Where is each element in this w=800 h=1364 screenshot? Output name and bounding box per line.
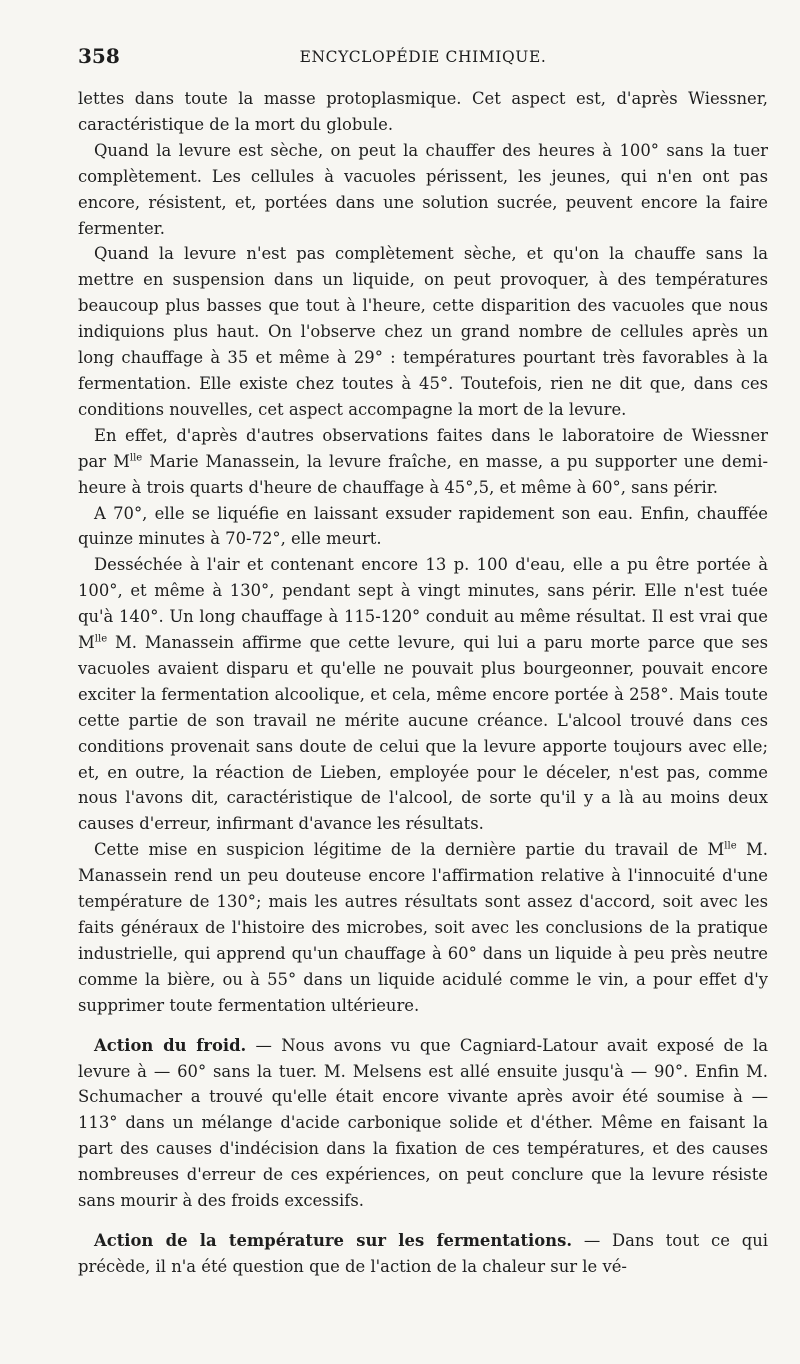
body-text — [78, 86, 768, 1280]
paragraph-text: Quand la levure n'est pas complètement sèche, et qu'on la chauffe sans la mettre en suspension dans un liquide, on peut provoquer, à des températures beaucoup plus basses que tout à l'heure, cette disparition des vacuoles que nous indiquions plus haut. On l'observe chez un grand nombre de cellules après un long chauffage à 35 et même à 29° : températures pourtant très favorables à la fermentation. Elle existe chez toutes à 45°. Toutefois, rien ne dit que, dans ces conditions nouvelles, cet aspect accompagne la mort de la levure. — [78, 244, 768, 419]
section-heading: Action de la température sur les fermentations. — [94, 1230, 573, 1250]
paragraph-text: Marie Manassein, la levure fraîche, en masse, a pu supporter une demi-heure à trois quarts d'heure de chauffage à 45°,5, et même à 60°, sans périr. — [78, 451, 769, 497]
paragraph-2 — [78, 138, 768, 242]
paragraph-text: — Nous avons vu que Cagniard-Latour avait exposé de la levure à — 60° sans la tuer. M. Melsens est allé ensuite jusqu'à — 90°. Enfin M. Schumacher a trouvé qu'elle était encore vivante après avoir été soumise à — 113° dans un mélange d'acide carbonique solide et d'éther. Même en faisant la part des causes d'indécision dans la fixation de ces températures, et des causes nombreuses d'erreur de ces expériences, on peut conclure que la levure résiste sans mourir à des froids excessifs. — [78, 1035, 768, 1211]
paragraph-text: En effet, d'après d'autres observations faites dans le laboratoire de Wiessner par M — [78, 425, 768, 471]
paragraph-1 — [78, 86, 768, 138]
paragraph-text: A 70°, elle se liquéfie en laissant exsuder rapidement son eau. Enfin, chauffée quinze minutes à 70-72°, elle meurt. — [78, 503, 768, 549]
paragraph-text: lettes dans toute la masse protoplasmique. Cet aspect est, d'après Wiessner, caractéristique de la mort du globule. — [78, 89, 768, 134]
page-number: 358 — [78, 44, 120, 68]
paragraph-7 — [78, 837, 768, 1018]
superscript: lle — [129, 452, 143, 464]
superscript: lle — [724, 840, 737, 852]
paragraph-text: Quand la levure est sèche, on peut la chauffer des heures à 100° sans la tuer complètement. Les cellules à vacuoles périssent, les jeunes, qui n'en ont pas encore, résistent, et, portées dans une solution sucrée, peuvent encore la faire fermenter. — [78, 140, 768, 238]
superscript: lle — [94, 633, 108, 645]
paragraph-text: M. Manassein rend un peu douteuse encore l'affirmation relative à l'innocuité d'une température de 130°; mais les autres résultats sont assez d'accord, soit avec les faits généraux de l'histoire des microbes, soit avec les conclusions de la pratique industrielle, qui apprend qu'un chauffage à 60° dans un liquide à peu près neutre comme la bière, ou à 55° dans un liquide acidulé comme le vin, a pour effet d'y supprimer toute fermentation ultérieure. — [78, 840, 769, 1015]
paragraph-action-du-froid — [78, 1033, 768, 1214]
paragraph-4 — [78, 423, 768, 501]
section-heading: Action du froid. — [94, 1035, 247, 1055]
paragraph-text: — Dans tout ce qui précède, il n'a été question que de l'action de la chaleur sur le vé- — [78, 1230, 769, 1276]
page-header — [78, 44, 768, 74]
paragraph-action-temperature — [78, 1228, 768, 1280]
running-title: ENCYCLOPÉDIE CHIMIQUE. — [299, 48, 547, 66]
paragraph-text: M. Manassein affirme que cette levure, qui lui a paru morte parce que ses vacuoles avaient disparu et qu'elle ne pouvait plus bourgeonner, pouvait encore exciter la fermentation alcoolique, et cela, même encore portée à 258°. Mais toute cette partie de son travail ne mérite aucune créance. L'alcool trouvé dans ces conditions provenait sans doute de celui que la levure apporte toujours avec elle; et, en outre, la réaction de Lieben, employée pour le déceler, n'est pas, comme nous l'avons dit, caractéristique de l'alcool, de sorte qu'il y a là au moins deux causes d'erreur, infirmant d'avance les résultats. — [78, 633, 768, 834]
paragraph-text: Cette mise en suspicion légitime de la dernière partie du travail de M — [94, 840, 725, 860]
paragraph-text: Desséchée à l'air et contenant encore 13 p. 100 d'eau, elle a pu être portée à 100°, et même à 130°, pendant sept à vingt minutes, sans périr. Elle n'est tuée qu'à 140°. Un long chauffage à 115-120° conduit au même résultat. Il est vrai que M — [78, 555, 768, 653]
paragraph-6 — [78, 552, 768, 837]
paragraph-5 — [78, 501, 768, 553]
paragraph-3 — [78, 241, 768, 422]
